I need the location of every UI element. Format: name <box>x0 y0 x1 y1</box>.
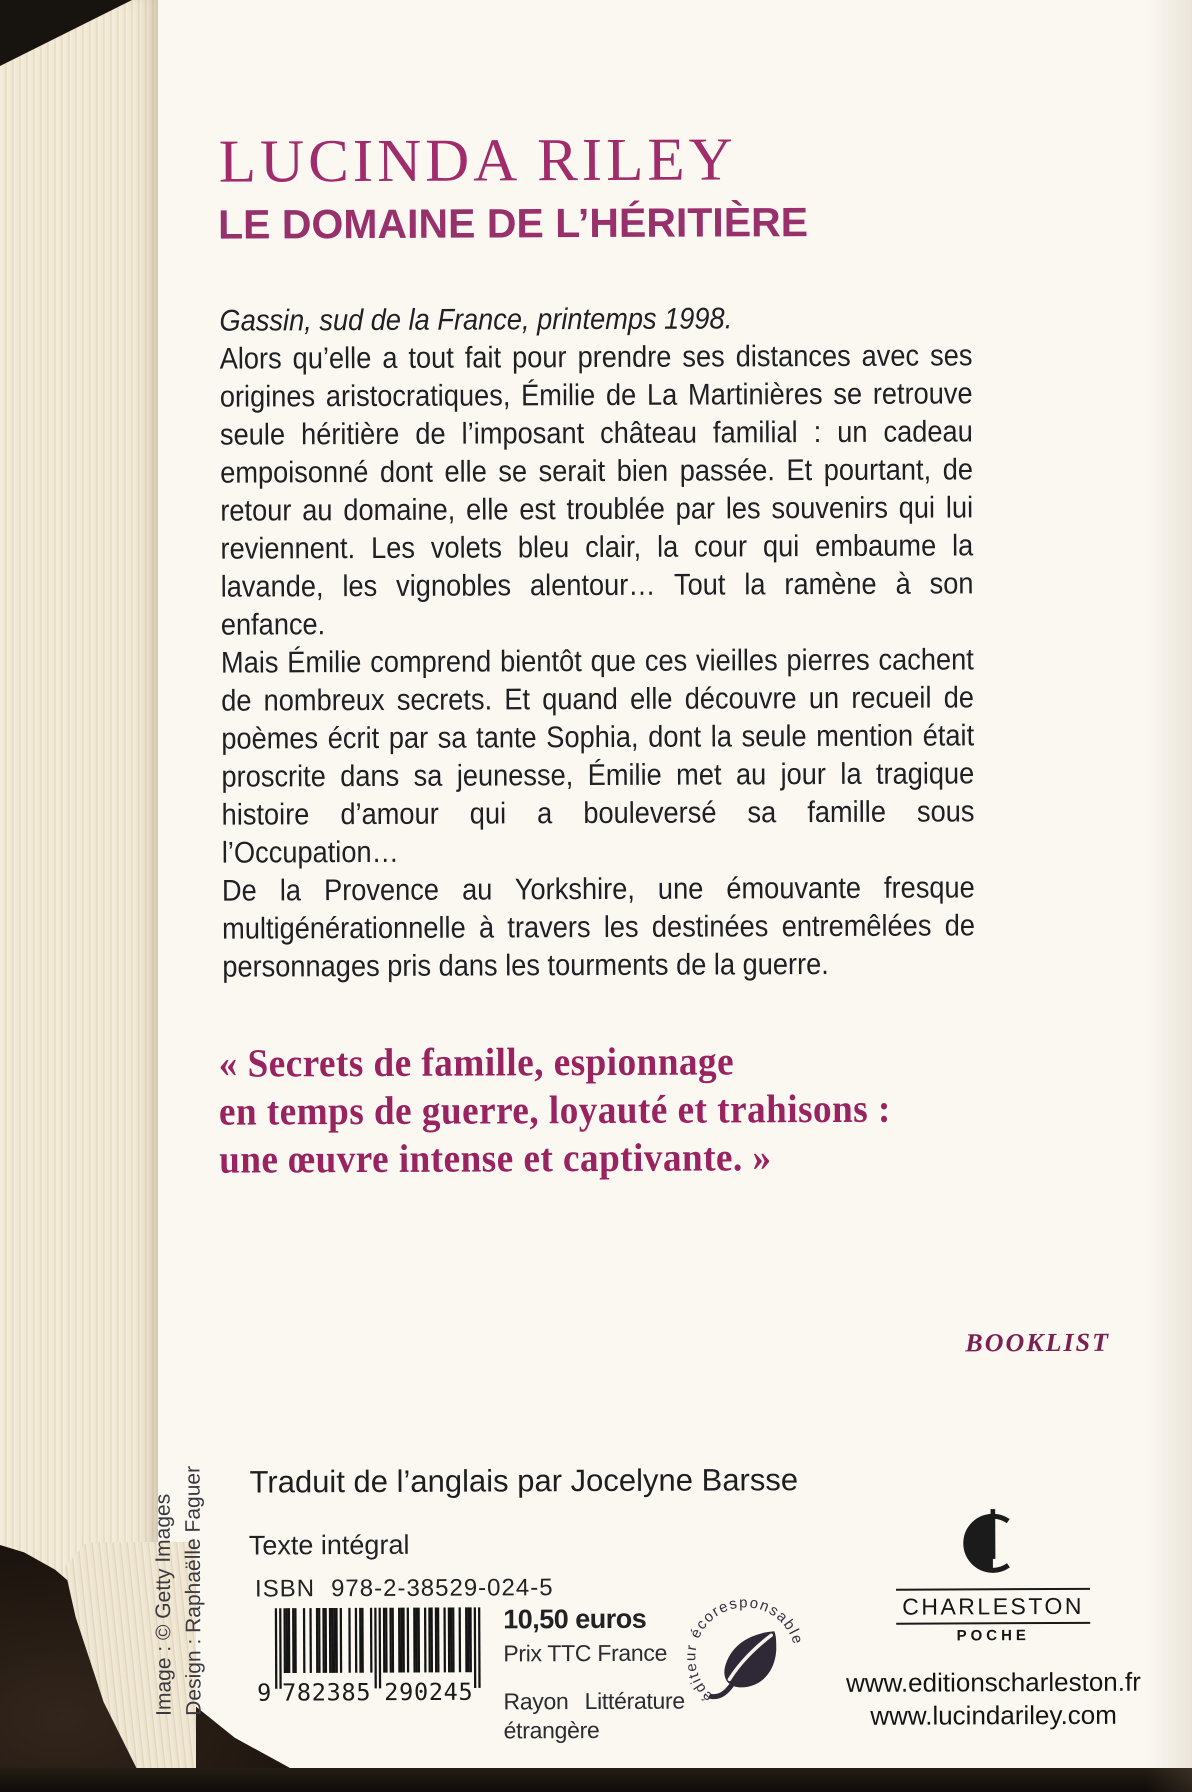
edition-note: Texte intégral <box>248 1529 410 1561</box>
shelf-category-line: Rayon Littérature <box>503 1687 685 1715</box>
publisher-logo-icon <box>956 1502 1030 1584</box>
synopsis-paragraph: De la Provence au Yorkshire, une émouvante fresque multigénérationnelle à travers les destinées entremêlées de personnages pris dans les tourments de la guerre. <box>221 871 976 984</box>
synopsis-paragraph: Mais Émilie comprend bientôt que ces vieilles pierres cachent de nombreux secrets. Et quand elle découvre un recueil de poèmes écrit par sa tante Sophia, dont la seule mention était proscrite dans sa jeunesse, Émilie met au jour la tragique histoire d’amour qui a bouleversé sa famille sous l’Occupation… <box>220 643 975 870</box>
eco-badge-label: éditeur écoresponsable <box>682 1594 807 1706</box>
synopsis-setting-line: Gassin, sud de la France, printemps 1998. <box>219 302 733 338</box>
publisher-imprint: POCHE <box>956 1627 1030 1645</box>
price: 10,50 euros <box>503 1603 647 1635</box>
image-credit: Image : © Getty Images <box>151 1493 176 1716</box>
price-block <box>503 1604 685 1746</box>
synopsis-paragraph: Alors qu’elle a tout fait pour prendre ses distances avec ses origines aristocratiques, Émilie de La Martinières se retrouve seule héritière de l’imposant château familial : un cadeau empoisonné dont elle se serait bien passée. Et pourtant, de retour au domaine, elle est troublée par les souvenirs qui lui reviennent. Les volets bleu clair, la cour qui embaume la lavande, les vignobles alentour… Tout la ramène à son enfance. <box>219 339 974 642</box>
cover-design-credits <box>148 1466 209 1716</box>
book-title: LE DOMAINE DE L’HÉRITIÈRE <box>217 199 809 248</box>
review-quote-line: une œuvre intense et captivante. » <box>219 1134 772 1182</box>
shelf-category <box>503 1687 685 1746</box>
isbn-number: 978-2-38529-024-5 <box>330 1574 554 1603</box>
barcode-icon <box>257 1604 485 1705</box>
review-quote <box>219 1036 1057 1184</box>
shelf-category-line: étrangère <box>503 1716 600 1744</box>
barcode-digits-right: 290245 <box>384 1677 473 1706</box>
author-website: www.lucindariley.com <box>870 1699 1117 1731</box>
eco-badge <box>679 1593 812 1731</box>
review-source: BOOKLIST <box>965 1327 1111 1358</box>
isbn-label: ISBN <box>254 1575 316 1603</box>
publisher-name: CHARLESTON <box>896 1588 1090 1625</box>
review-quote-line: en temps de guerre, loyauté et trahisons : <box>218 1085 891 1134</box>
translation-credit: Traduit de l’anglais par Jocelyne Barsse <box>249 1462 799 1500</box>
publisher-block <box>825 1502 1162 1733</box>
synopsis <box>219 299 975 986</box>
barcode <box>257 1604 485 1710</box>
leaf-icon <box>711 1631 776 1696</box>
eco-badge-graphic <box>679 1593 812 1726</box>
design-credit: Design : Raphaëlle Faguer <box>181 1465 206 1716</box>
review-quote-line: « Secrets de famille, espionnage <box>218 1038 735 1086</box>
isbn-row <box>255 1574 554 1603</box>
barcode-digit-first: 9 <box>257 1678 272 1706</box>
price-tax-note: Prix TTC France <box>503 1639 668 1667</box>
barcode-digits-left: 782385 <box>281 1678 371 1706</box>
publisher-website: www.editionscharleston.fr <box>845 1666 1141 1698</box>
publisher-urls <box>825 1666 1161 1733</box>
author-name: LUCINDA RILEY <box>218 126 737 196</box>
